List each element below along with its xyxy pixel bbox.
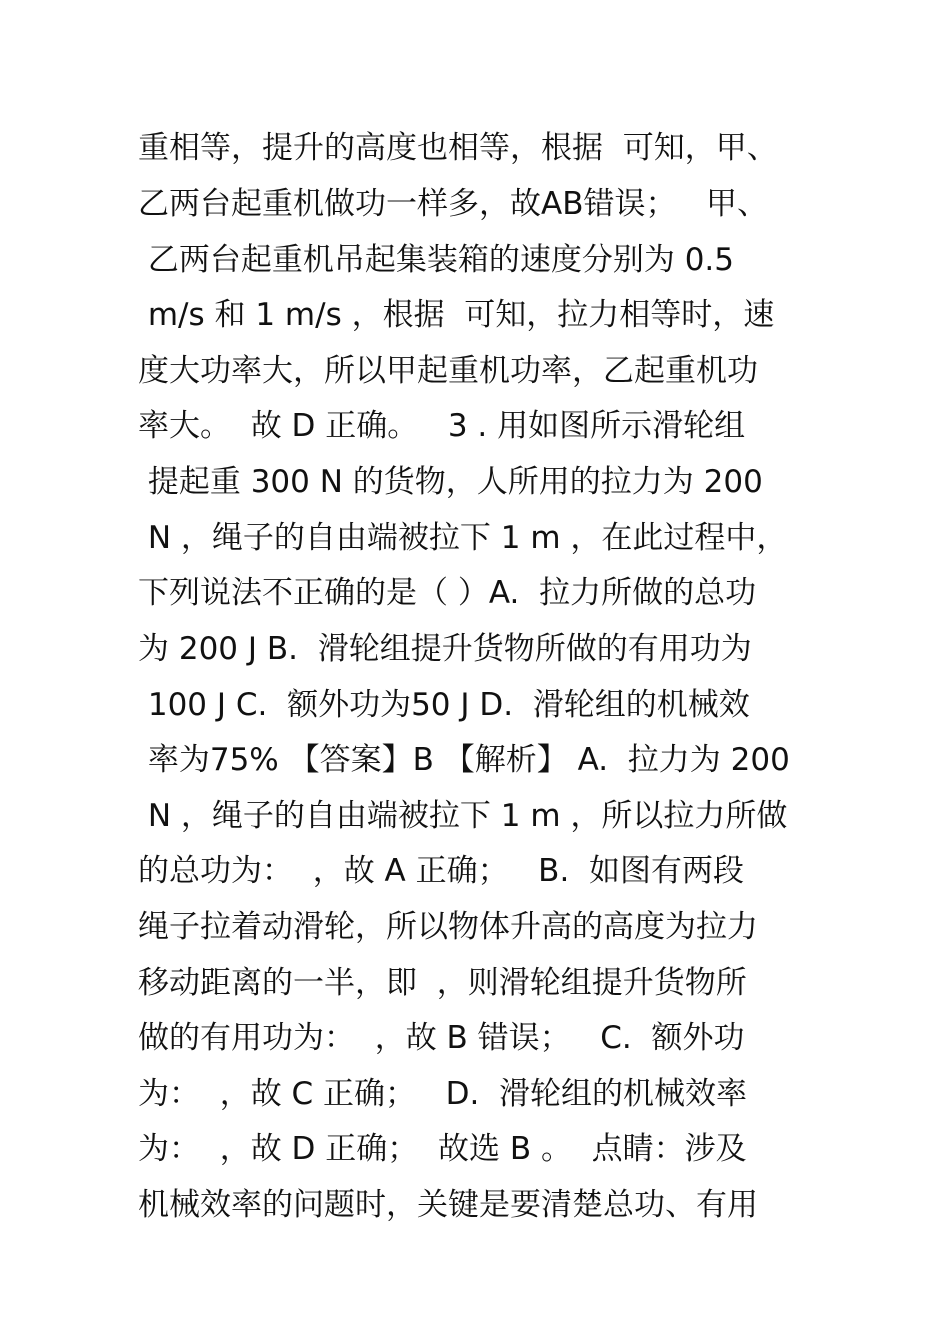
text-line-4: m/s 和 1 m/s ，根据 可知，拉力相等时，速 (138, 297, 775, 333)
text-line-13: N ，绳子的自由端被拉下 1 m ，所以拉力所做 (138, 798, 788, 834)
text-line-2: 乙两台起重机做功一样多，故AB错误； 甲、 (138, 186, 769, 222)
text-line-6: 率大。 故 D 正确。 3 . 用如图所示滑轮组 (138, 408, 746, 444)
text-line-7: 提起重 300 N 的货物，人所用的拉力为 200 (138, 464, 763, 500)
text-line-14: 的总功为： ，故 A 正确； B. 如图有两段 (138, 853, 745, 889)
text-line-9: 下列说法不正确的是（ ）A. 拉力所做的总功 (138, 575, 757, 611)
text-line-18: 为： ，故 C 正确； D. 滑轮组的机械效率 (138, 1076, 748, 1112)
text-line-16: 移动距离的一半，即 ，则滑轮组提升货物所 (138, 965, 747, 1001)
text-line-20: 机械效率的问题时，关键是要清楚总功、有用 (138, 1187, 758, 1223)
text-line-10: 为 200 J B. 滑轮组提升货物所做的有用功为 (138, 631, 752, 667)
text-line-17: 做的有用功为： ，故 B 错误； C. 额外功 (138, 1020, 745, 1056)
text-line-11: 100 J C. 额外功为50 J D. 滑轮组的机械效 (138, 687, 750, 723)
text-line-19: 为： ，故 D 正确； 故选 B 。 点睛：涉及 (138, 1131, 747, 1167)
text-line-8: N ，绳子的自由端被拉下 1 m ，在此过程中， (138, 520, 788, 556)
text-line-3: 乙两台起重机吊起集装箱的速度分别为 0.5 (138, 242, 735, 278)
text-line-1: 重相等，提升的高度也相等，根据 可知，甲、 (138, 130, 778, 166)
text-line-5: 度大功率大，所以甲起重机功率，乙起重机功 (138, 353, 758, 389)
text-line-12: 率为75% 【答案】B 【解析】 A. 拉力为 200 (138, 742, 790, 778)
text-line-15: 绳子拉着动滑轮，所以物体升高的高度为拉力 (138, 909, 758, 945)
